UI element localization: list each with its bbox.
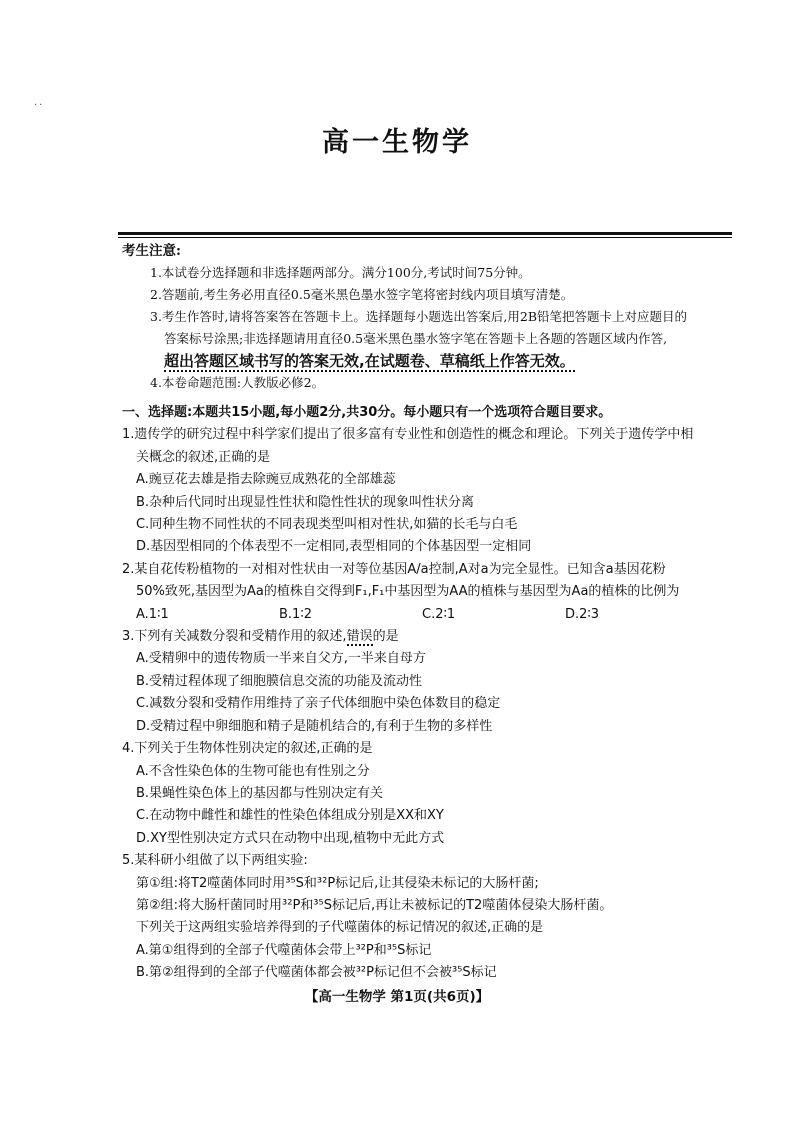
notice-item-4: 4.本卷命题范围:人教版必修2。 <box>150 375 325 390</box>
page-title: 高一生物学 <box>322 127 472 158</box>
notice-item-2: 2.答题前,考生务必用直径0.5毫米黑色墨水签字笔将密封线内项目填写清楚。 <box>150 287 574 302</box>
scan-specks: ·· <box>34 100 45 111</box>
q2-option-d: D.2∶3 <box>565 606 600 622</box>
q5-option-a: A.第①组得到的全部子代噬菌体会带上³²P和³⁵S标记 <box>136 942 432 958</box>
q2-options <box>122 604 742 626</box>
q4-option-a: A.不含性染色体的生物可能也有性别之分 <box>136 763 370 779</box>
q3-stem-post: 的是 <box>372 629 399 645</box>
q1-stem-line2: 关概念的叙述,正确的是 <box>136 449 271 465</box>
q4-option-b: B.果蝇性染色体上的基因都与性别决定有关 <box>136 785 384 801</box>
q1-option-a: A.豌豆花去雄是指去除豌豆成熟花的全部雄蕊 <box>136 472 396 488</box>
q3-option-a: A.受精卵中的遗传物质一半来自父方,一半来自母方 <box>136 651 426 667</box>
q2-option-b: B.1∶2 <box>279 606 312 622</box>
q3-option-c: C.减数分裂和受精作用维持了亲子代体细胞中染色体数目的稳定 <box>136 696 501 712</box>
notice-heading: 考生注意: <box>122 243 181 259</box>
q3-stem-pre: 3.下列有关减数分裂和受精作用的叙述, <box>122 629 347 645</box>
question-5 <box>122 850 742 984</box>
q3-option-d: D.受精过程中卵细胞和精子是随机结合的,有利于生物的多样性 <box>136 718 493 734</box>
question-3 <box>122 626 742 738</box>
q4-option-c: C.在动物中雌性和雄性的性染色体组成分别是XX和XY <box>136 808 444 824</box>
page-footer: 【高一生物学 第1页(共6页)】 <box>304 989 490 1005</box>
q3-option-b: B.受精过程体现了细胞膜信息交流的功能及流动性 <box>136 673 423 689</box>
q5-group-1: 第①组:将T2噬菌体同时用³⁵S和³²P标记后,让其侵染未标记的大肠杆菌; <box>136 875 539 891</box>
notice-item-3-emphasis <box>122 350 742 372</box>
q4-option-d: D.XY型性别决定方式只在动物中出现,植物中无此方式 <box>136 830 445 846</box>
q5-group-2: 第②组:将大肠杆菌同时用³²P和³⁵S标记后,再让未被标记的T2噬菌体侵染大肠杆菌。 <box>136 897 613 913</box>
section-heading: 一、选择题:本题共15小题,每小题2分,共30分。每小题只有一个选项符合题目要求。 <box>122 405 612 420</box>
q2-stem-line1: 2.某自花传粉植物的一对相对性状由一对等位基因A/a控制,A对a为完全显性。已知含a基因花粉 <box>122 561 666 577</box>
question-4 <box>122 738 742 850</box>
q5-ask: 下列关于这两组实验培养得到的子代噬菌体的标记情况的叙述,正确的是 <box>136 920 544 936</box>
q1-option-b: B.杂种后代同时出现显性性状和隐性性状的现象叫性状分离 <box>136 494 475 510</box>
notice-emphasis-text: 超出答题区域书写的答案无效,在试题卷、草稿纸上作答无效。 <box>164 352 575 370</box>
question-2 <box>122 559 742 626</box>
q2-stem-line2: 50%致死,基因型为Aa的植株自交得到F₁,F₁中基因型为AA的植株与基因型为Aa的植株的比例为 <box>136 584 680 600</box>
questions <box>122 402 742 985</box>
header-rule-thin <box>118 237 732 238</box>
notice-item-1: 1.本试卷分选择题和非选择题两部分。满分100分,考试时间75分钟。 <box>150 265 531 280</box>
q5-stem: 5.某科研小组做了以下两组实验: <box>122 853 308 869</box>
q3-stem-emphasis: 错误 <box>346 629 373 645</box>
q5-option-b: B.第②组得到的全部子代噬菌体都会被³²P标记但不会被³⁵S标记 <box>136 965 497 981</box>
q2-option-c: C.2∶1 <box>422 606 456 622</box>
q1-option-c: C.同种生物不同性状的不同表现类型叫相对性状,如猫的长毛与白毛 <box>136 517 518 533</box>
question-1 <box>122 424 742 558</box>
q2-option-a: A.1∶1 <box>136 606 169 622</box>
notice-box <box>122 240 742 394</box>
notice-item-3-cont: 答案标号涂黑;非选择题请用直径0.5毫米黑色墨水签字笔在答题卡上各题的答题区域内作答, <box>164 331 668 346</box>
notice-item-3: 3.考生作答时,请将答案答在答题卡上。选择题每小题选出答案后,用2B铅笔把答题卡上对应题目的 <box>150 309 688 324</box>
q1-stem-line1: 1.遗传学的研究过程中科学家们提出了很多富有专业性和创造性的概念和理论。下列关于遗传学中相 <box>122 427 694 443</box>
q3-stem <box>122 626 742 648</box>
q4-stem: 4.下列关于生物体性别决定的叙述,正确的是 <box>122 741 373 757</box>
q1-option-d: D.基因型相同的个体表型不一定相同,表型相同的个体基因型一定相同 <box>136 539 532 555</box>
header-rule-thick <box>118 232 732 235</box>
